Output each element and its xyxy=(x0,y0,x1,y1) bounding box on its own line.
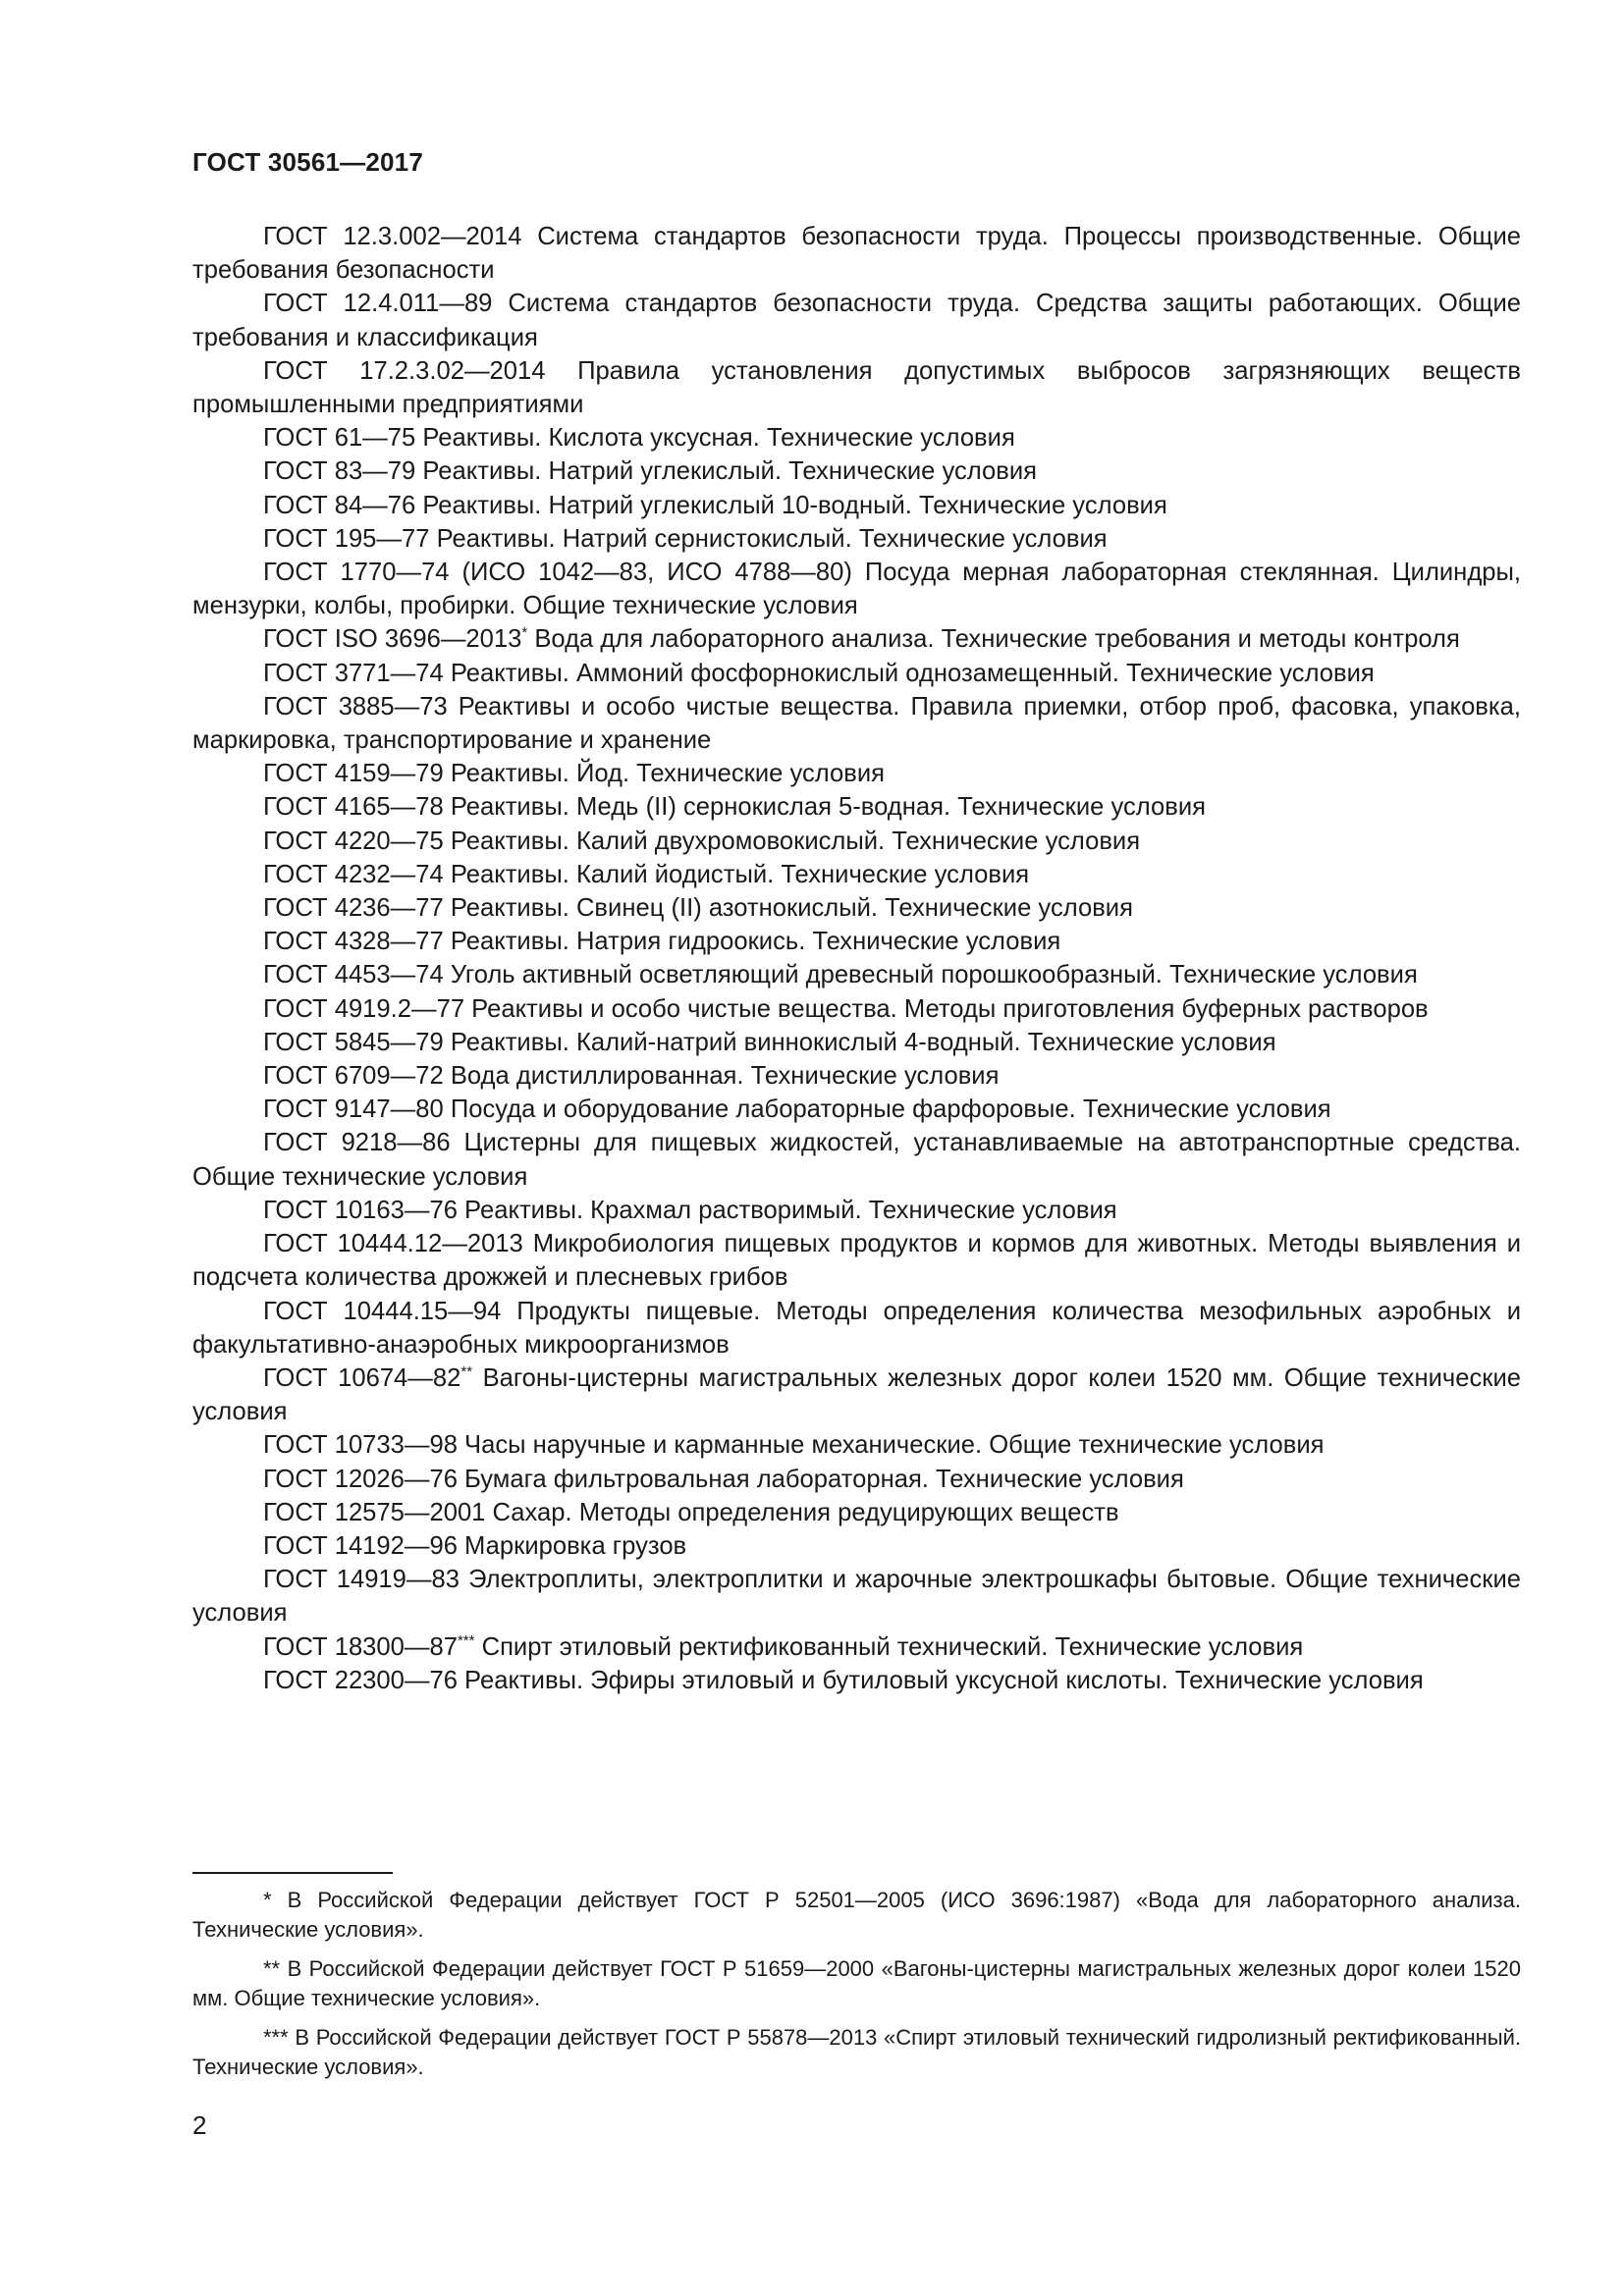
footnote-separator xyxy=(192,1872,393,1874)
footnote: *** В Российской Федерации действует ГОСТ Р 55878—2013 «Спирт этиловый технический гидролизный ректификованный. Технические условия». xyxy=(192,2025,1521,2079)
reference-entry: ГОСТ 14192—96 Маркировка грузов xyxy=(263,1531,687,1560)
reference-entry: ГОСТ 4159—79 Реактивы. Йод. Технические условия xyxy=(263,760,885,788)
reference-title: Спирт этиловый ректификованный технический. Технические условия xyxy=(474,1632,1304,1661)
footnote-marker: *** xyxy=(457,1631,475,1649)
reference-entry: ГОСТ 4453—74 Уголь активный осветляющий древесный порошкообразный. Технические условия xyxy=(263,961,1418,989)
reference-entry xyxy=(192,1362,1521,1428)
reference-entry: ГОСТ 84—76 Реактивы. Натрий углекислый 10-водный. Технические условия xyxy=(263,491,1167,519)
reference-title: Вода для лабораторного анализа. Технические требования и методы контроля xyxy=(527,625,1460,654)
reference-entry: ГОСТ 10163—76 Реактивы. Крахмал растворимый. Технические условия xyxy=(263,1196,1117,1224)
reference-entry: ГОСТ 6709—72 Вода дистиллированная. Технические условия xyxy=(263,1062,1000,1091)
page-header-title: ГОСТ 30561—2017 xyxy=(192,147,423,177)
footnote: ** В Российской Федерации действует ГОСТ Р 51659—2000 «Вагоны-цистерны магистральных железных дорог колеи 1520 мм. Общие технические условия». xyxy=(192,1956,1521,2010)
reference-entry: ГОСТ 4232—74 Реактивы. Калий йодистый. Технические условия xyxy=(263,860,1030,888)
reference-entry: ГОСТ 14919—83 Электроплиты, электроплитки и жарочные электрошкафы бытовые. Общие технические условия xyxy=(192,1566,1521,1628)
reference-entry: ГОСТ 3885—73 Реактивы и особо чистые вещества. Правила приемки, отбор проб, фасовка, упаковка, маркировка, транспортирование и хранение xyxy=(192,692,1521,755)
footnote-marker: ** xyxy=(460,1362,473,1380)
reference-entry: ГОСТ 12575—2001 Сахар. Методы определения редуцирующих веществ xyxy=(263,1498,1119,1526)
reference-designation: ГОСТ ISO 3696—2013 xyxy=(263,625,522,654)
reference-entry: ГОСТ 4919.2—77 Реактивы и особо чистые вещества. Методы приготовления буферных растворов xyxy=(263,994,1429,1023)
reference-designation: ГОСТ 18300—87 xyxy=(263,1632,458,1661)
reference-entry xyxy=(192,1630,1521,1664)
reference-entry: ГОСТ 4165—78 Реактивы. Медь (II) сернокислая 5-водная. Технические условия xyxy=(263,793,1206,822)
normative-references-list xyxy=(192,220,1521,1697)
reference-entry: ГОСТ 10733—98 Часы наручные и карманные механические. Общие технические условия xyxy=(263,1431,1325,1460)
reference-entry: ГОСТ 1770—74 (ИСО 1042—83, ИСО 4788—80) Посуда мерная лабораторная стеклянная. Цилиндры, мензурки, колбы, пробирки. Общие технические условия xyxy=(192,559,1521,620)
reference-entry: ГОСТ 17.2.3.02—2014 Правила установления допустимых выбросов загрязняющих веществ промышленными предприятиями xyxy=(192,356,1521,419)
reference-entry: ГОСТ 195—77 Реактивы. Натрий сернистокислый. Технические условия xyxy=(263,524,1108,553)
reference-entry: ГОСТ 9147—80 Посуда и оборудование лабораторные фарфоровые. Технические условия xyxy=(263,1095,1331,1124)
reference-entry: ГОСТ 3771—74 Реактивы. Аммоний фосфорнокислый однозамещенный. Технические условия xyxy=(263,659,1375,687)
reference-entry xyxy=(192,622,1521,656)
reference-entry: ГОСТ 12.3.002—2014 Система стандартов безопасности труда. Процессы производственные. Общие требования безопасности xyxy=(192,223,1521,285)
reference-entry: ГОСТ 10444.15—94 Продукты пищевые. Методы определения количества мезофильных аэробных и факультативно-анаэробных микроорганизмов xyxy=(192,1297,1521,1359)
footnote: * В Российской Федерации действует ГОСТ Р 52501—2005 (ИСО 3696:1987) «Вода для лабораторного анализа. Технические условия». xyxy=(192,1888,1521,1942)
reference-entry: ГОСТ 4328—77 Реактивы. Натрия гидроокись. Технические условия xyxy=(263,928,1061,956)
reference-entry: ГОСТ 10444.12—2013 Микробиология пищевых продуктов и кормов для животных. Методы выявления и подсчета количества дрожжей и плесневых грибов xyxy=(192,1230,1521,1292)
reference-entry: ГОСТ 4220—75 Реактивы. Калий двухромовокислый. Технические условия xyxy=(263,827,1141,855)
footnote-marker: * xyxy=(521,624,528,642)
footnotes-section xyxy=(192,1872,1521,2092)
reference-entry: ГОСТ 22300—76 Реактивы. Эфиры этиловый и бутиловый уксусной кислоты. Технические условия xyxy=(263,1666,1424,1694)
reference-entry: ГОСТ 4236—77 Реактивы. Свинец (II) азотнокислый. Технические условия xyxy=(263,894,1133,923)
reference-entry: ГОСТ 5845—79 Реактивы. Калий-натрий виннокислый 4-водный. Технические условия xyxy=(263,1028,1276,1056)
reference-title: Вагоны-цистерны магистральных железных дорог колеи 1520 мм. Общие технические условия xyxy=(192,1363,1521,1426)
reference-entry: ГОСТ 83—79 Реактивы. Натрий углекислый. Технические условия xyxy=(263,457,1037,486)
reference-entry: ГОСТ 61—75 Реактивы. Кислота уксусная. Технические условия xyxy=(263,424,1015,453)
reference-entry: ГОСТ 9218—86 Цистерны для пищевых жидкостей, устанавливаемые на автотранспортные средства. Общие технические условия xyxy=(192,1129,1521,1191)
page-number: 2 xyxy=(192,2110,207,2140)
reference-entry: ГОСТ 12026—76 Бумага фильтровальная лабораторная. Технические условия xyxy=(263,1465,1184,1493)
reference-entry: ГОСТ 12.4.011—89 Система стандартов безопасности труда. Средства защиты работающих. Общие требования и классификация xyxy=(192,290,1521,351)
reference-designation: ГОСТ 10674—82 xyxy=(263,1363,461,1392)
